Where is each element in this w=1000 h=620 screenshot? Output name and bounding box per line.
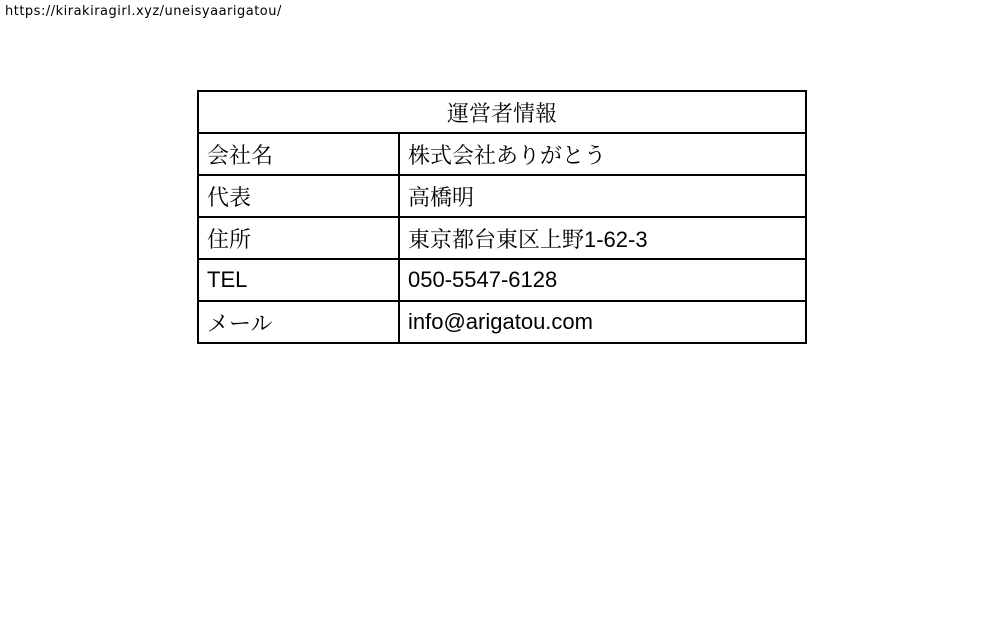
row-value-address: 東京都台東区上野1-62-3 [399,217,806,259]
table-row-tel [198,259,806,301]
row-label-tel: TEL [198,259,399,301]
row-label-company: 会社名 [198,133,399,175]
row-label-address: 住所 [198,217,399,259]
table-title: 運営者情報 [198,91,806,133]
table-row-email [198,301,806,343]
row-label-email: メール [198,301,399,343]
operator-info-table [197,90,807,344]
table-header-row [198,91,806,133]
row-value-representative: 高橋明 [399,175,806,217]
row-value-email: info@arigatou.com [399,301,806,343]
table-row-address [198,217,806,259]
row-label-representative: 代表 [198,175,399,217]
row-value-tel: 050-5547-6128 [399,259,806,301]
table-row-representative [198,175,806,217]
page-url: https://kirakiragirl.xyz/uneisyaarigatou/ [5,4,282,19]
row-value-company: 株式会社ありがとう [399,133,806,175]
table-row-company [198,133,806,175]
